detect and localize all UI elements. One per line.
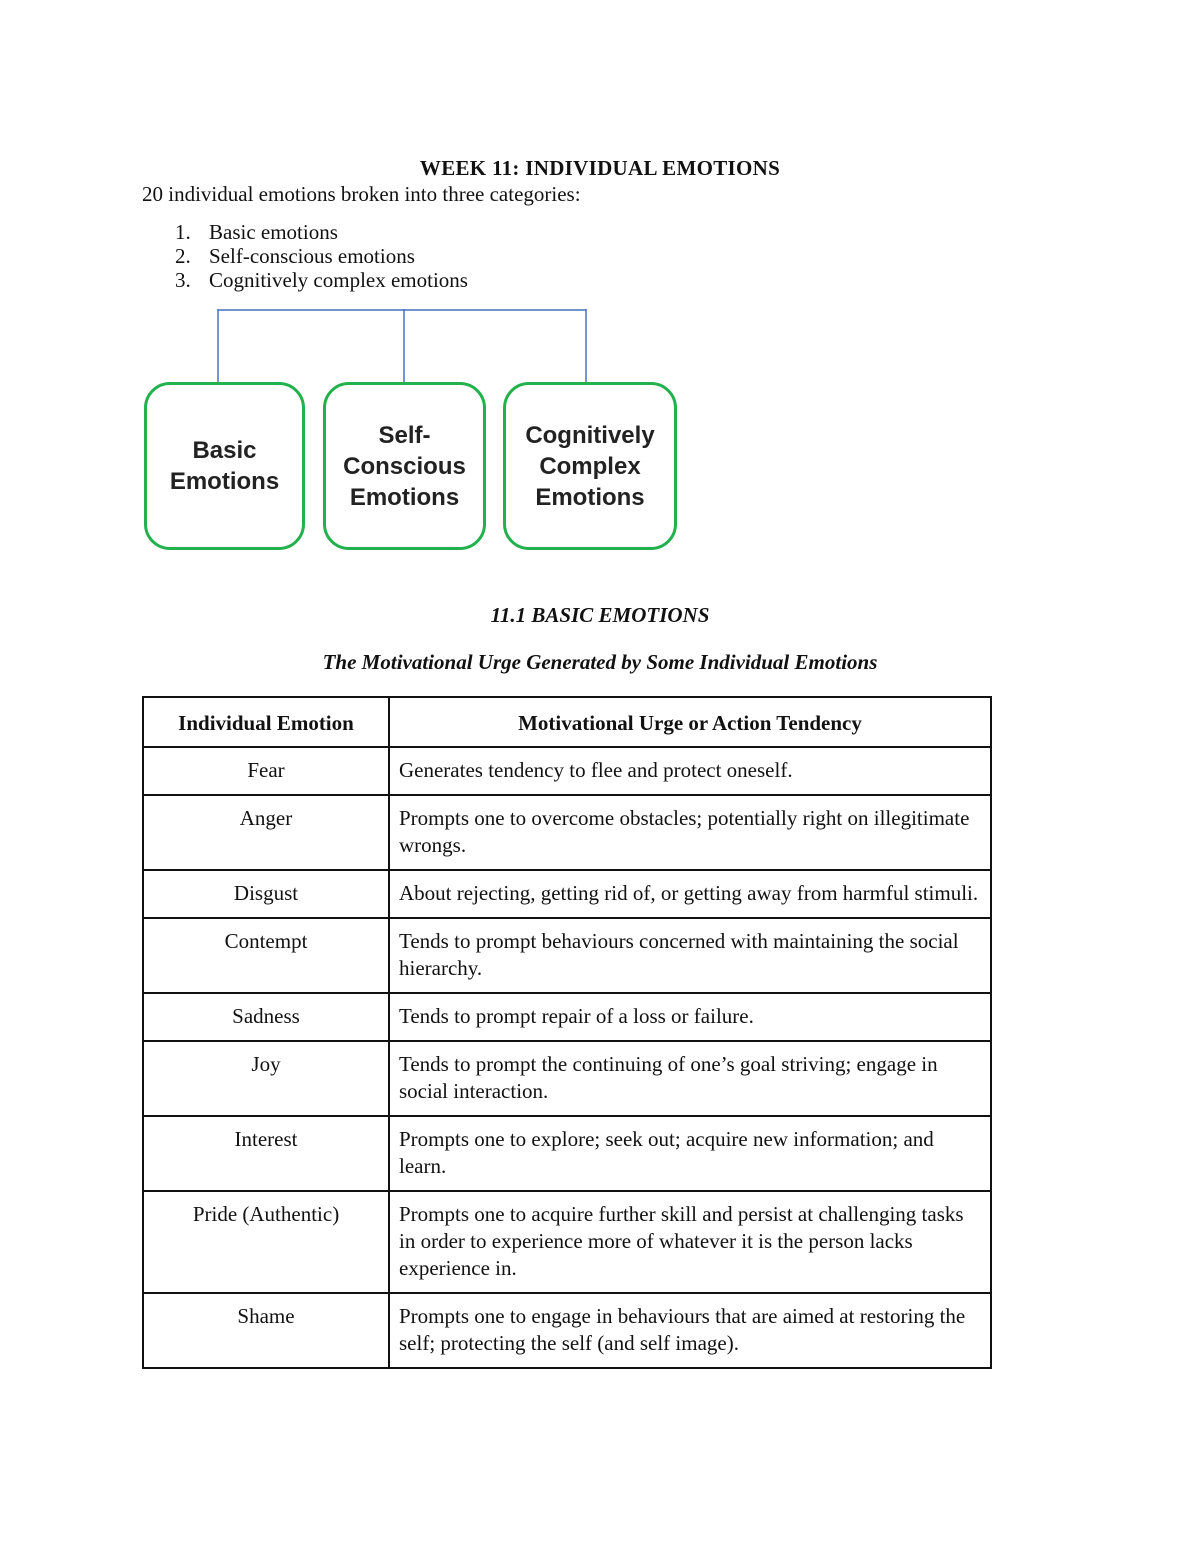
- emotion-cell: Sadness: [143, 993, 389, 1041]
- table-row: [143, 795, 991, 870]
- list-item: [142, 268, 468, 292]
- category-box-basic: [144, 382, 305, 550]
- table-row: [143, 993, 991, 1041]
- table-row: [143, 1191, 991, 1293]
- urge-cell: Prompts one to acquire further skill and persist at challenging tasks in order to experience more of whatever it is the person lacks experience in.: [389, 1191, 991, 1293]
- table-row: [143, 870, 991, 918]
- emotion-cell: Disgust: [143, 870, 389, 918]
- emotion-cell: Anger: [143, 795, 389, 870]
- emotion-cell: Shame: [143, 1293, 389, 1368]
- emotion-cell: Contempt: [143, 918, 389, 993]
- diagram-connectors: [218, 309, 586, 384]
- category-box-label: Self- Conscious Emotions: [343, 421, 466, 511]
- list-item: [142, 220, 468, 244]
- section-heading: 11.1 BASIC EMOTIONS: [490, 603, 710, 627]
- emotion-urge-table: [142, 696, 992, 1369]
- table-row: [143, 1041, 991, 1116]
- column-header-urge: Motivational Urge or Action Tendency: [389, 697, 991, 747]
- urge-cell: Tends to prompt behaviours concerned with maintaining the social hierarchy.: [389, 918, 991, 993]
- category-box-cognitively-complex: [503, 382, 677, 550]
- urge-cell: Prompts one to overcome obstacles; potentially right on illegitimate wrongs.: [389, 795, 991, 870]
- urge-cell: Tends to prompt repair of a loss or failure.: [389, 993, 991, 1041]
- list-item-label: Self-conscious emotions: [209, 244, 415, 268]
- list-number: 3.: [175, 268, 191, 292]
- urge-cell: About rejecting, getting rid of, or getting away from harmful stimuli.: [389, 870, 991, 918]
- emotion-cell: Joy: [143, 1041, 389, 1116]
- urge-cell: Generates tendency to flee and protect oneself.: [389, 747, 991, 795]
- table-header-row: [143, 697, 991, 747]
- list-item: [142, 244, 468, 268]
- list-item-label: Basic emotions: [209, 220, 338, 244]
- column-header-emotion: Individual Emotion: [143, 697, 389, 747]
- urge-cell: Prompts one to engage in behaviours that are aimed at restoring the self; protecting the self (and self image).: [389, 1293, 991, 1368]
- category-box-label: Cognitively Complex Emotions: [525, 421, 655, 511]
- table-row: [143, 1116, 991, 1191]
- emotion-cell: Fear: [143, 747, 389, 795]
- category-box-self-conscious: [323, 382, 486, 550]
- urge-cell: Tends to prompt the continuing of one’s goal striving; engage in social interaction.: [389, 1041, 991, 1116]
- table-row: [143, 918, 991, 993]
- table-row: [143, 1293, 991, 1368]
- category-box-label: Basic Emotions: [169, 437, 280, 495]
- category-list: [142, 220, 468, 292]
- list-number: 1.: [175, 220, 191, 244]
- intro-text: 20 individual emotions broken into three categories:: [142, 182, 581, 206]
- list-number: 2.: [175, 244, 191, 268]
- page-title: WEEK 11: INDIVIDUAL EMOTIONS: [419, 156, 781, 180]
- emotion-cell: Pride (Authentic): [143, 1191, 389, 1293]
- urge-cell: Prompts one to explore; seek out; acquire new information; and learn.: [389, 1116, 991, 1191]
- table-caption: The Motivational Urge Generated by Some Individual Emotions: [322, 650, 878, 674]
- emotion-cell: Interest: [143, 1116, 389, 1191]
- list-item-label: Cognitively complex emotions: [209, 268, 468, 292]
- table-row: [143, 747, 991, 795]
